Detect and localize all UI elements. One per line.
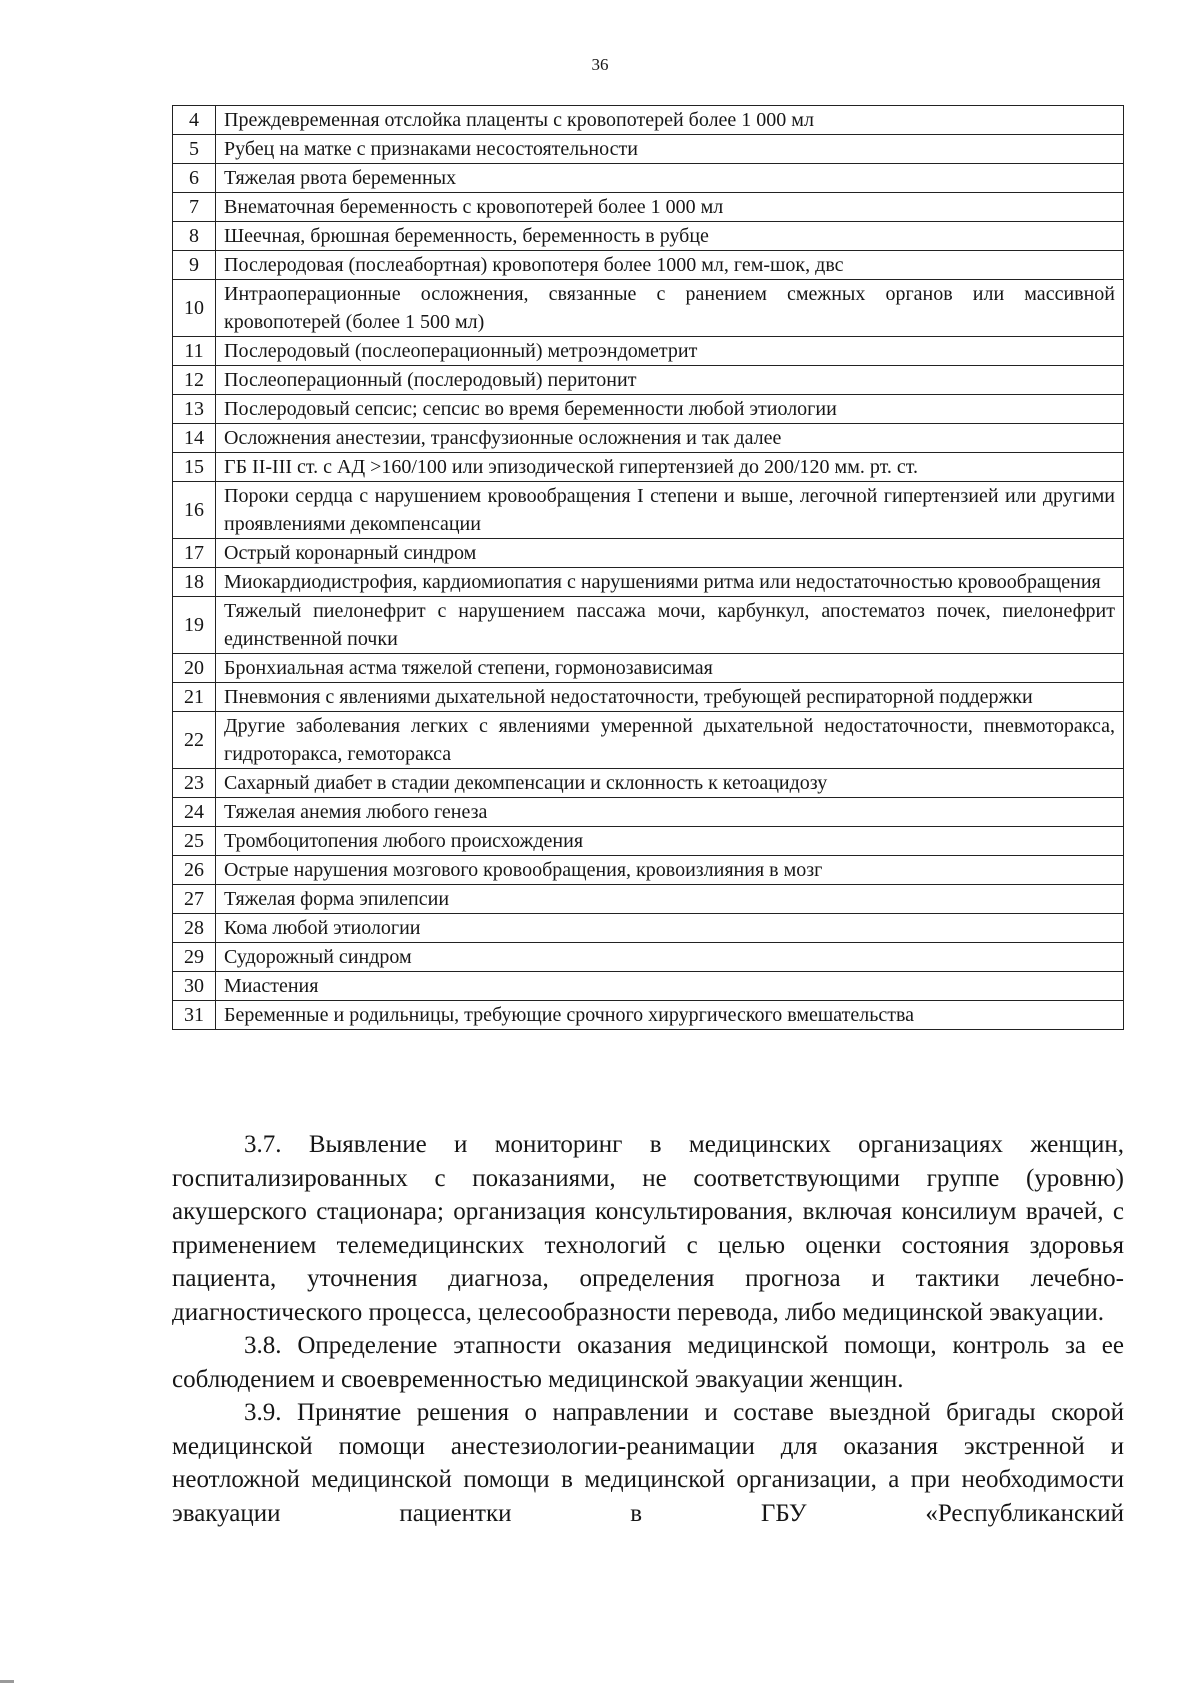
row-number: 11 [173, 337, 216, 366]
table-row [173, 798, 1124, 827]
table-row [173, 251, 1124, 280]
table-row [173, 972, 1124, 1001]
row-number: 6 [173, 164, 216, 193]
row-number: 12 [173, 366, 216, 395]
page-number: 36 [591, 55, 609, 74]
row-condition: Миокардиодистрофия, кардиомиопатия с нарушениями ритма или недостаточностью кровообращения [216, 568, 1124, 597]
row-number: 21 [173, 683, 216, 712]
row-number: 17 [173, 539, 216, 568]
table-row [173, 1001, 1124, 1030]
row-condition: Осложнения анестезии, трансфузионные осложнения и так далее [216, 424, 1124, 453]
row-condition: Послеродовая (послеабортная) кровопотеря более 1000 мл, гем-шок, двс [216, 251, 1124, 280]
table-row [173, 827, 1124, 856]
table-row [173, 222, 1124, 251]
row-number: 31 [173, 1001, 216, 1030]
row-condition: Сахарный диабет в стадии декомпенсации и склонность к кетоацидозу [216, 769, 1124, 798]
row-condition: Послеродовый сепсис; сепсис во время беременности любой этиологии [216, 395, 1124, 424]
row-number: 16 [173, 482, 216, 539]
row-number: 22 [173, 712, 216, 769]
row-number: 23 [173, 769, 216, 798]
table-row [173, 568, 1124, 597]
conditions-table-body [173, 106, 1124, 1030]
row-condition: Тяжелый пиелонефрит с нарушением пассажа мочи, карбункул, апостематоз почек, пиелонефрит единственной почки [216, 597, 1124, 654]
row-number: 14 [173, 424, 216, 453]
row-number: 15 [173, 453, 216, 482]
table-row [173, 539, 1124, 568]
row-condition: Другие заболевания легких с явлениями умеренной дыхательной недостаточности, пневмоторакса, гидроторакса, гемоторакса [216, 712, 1124, 769]
paragraph-3-7: 3.7. Выявление и мониторинг в медицинских организациях женщин, госпитализированных с показаниями, не соответствующими группе (уровню) акушерского стационара; организация консультирования, включая консилиум врачей, с применением телемедицинских технологий с целью оценки состояния здоровья пациента, уточнения диагноза, определения прогноза и тактики лечебно-диагностического процесса, целесообразности перевода, либо медицинской эвакуации. [172, 1131, 1124, 1326]
row-number: 5 [173, 135, 216, 164]
row-number: 19 [173, 597, 216, 654]
row-condition: Тяжелая форма эпилепсии [216, 885, 1124, 914]
table-row [173, 164, 1124, 193]
table-row [173, 769, 1124, 798]
row-condition: Послеродовый (послеоперационный) метроэндометрит [216, 337, 1124, 366]
table-row [173, 683, 1124, 712]
table-row [173, 337, 1124, 366]
row-number: 29 [173, 943, 216, 972]
table-row [173, 654, 1124, 683]
table-row [173, 914, 1124, 943]
table-row [173, 424, 1124, 453]
table-row [173, 366, 1124, 395]
row-number: 18 [173, 568, 216, 597]
row-condition: Пороки сердца с нарушением кровообращения I степени и выше, легочной гипертензией или другими проявлениями декомпенсации [216, 482, 1124, 539]
row-condition: Тяжелая рвота беременных [216, 164, 1124, 193]
row-number: 4 [173, 106, 216, 135]
table-row [173, 193, 1124, 222]
row-condition: Рубец на матке с признаками несостоятельности [216, 135, 1124, 164]
row-condition: Миастения [216, 972, 1124, 1001]
row-condition: Острые нарушения мозгового кровообращения, кровоизлияния в мозг [216, 856, 1124, 885]
row-number: 25 [173, 827, 216, 856]
table-row [173, 712, 1124, 769]
row-condition: Послеоперационный (послеродовый) перитонит [216, 366, 1124, 395]
row-condition: Судорожный синдром [216, 943, 1124, 972]
row-number: 7 [173, 193, 216, 222]
row-condition: ГБ II-III ст. с АД >160/100 или эпизодической гипертензией до 200/120 мм. рт. ст. [216, 453, 1124, 482]
table-row [173, 943, 1124, 972]
row-condition: Кома любой этиологии [216, 914, 1124, 943]
row-number: 26 [173, 856, 216, 885]
row-condition: Беременные и родильницы, требующие срочного хирургического вмешательства [216, 1001, 1124, 1030]
scan-artifact [0, 1680, 14, 1683]
row-condition: Тяжелая анемия любого генеза [216, 798, 1124, 827]
row-condition: Тромбоцитопения любого происхождения [216, 827, 1124, 856]
table-row [173, 135, 1124, 164]
row-number: 9 [173, 251, 216, 280]
row-number: 27 [173, 885, 216, 914]
row-condition: Бронхиальная астма тяжелой степени, гормонозависимая [216, 654, 1124, 683]
paragraph-3-8: 3.8. Определение этапности оказания медицинской помощи, контроль за ее соблюдением и своевременностью медицинской эвакуации женщин. [172, 1332, 1124, 1393]
paragraph-3-9: 3.9. Принятие решения о направлении и составе выездной бригады скорой медицинской помощи анестезиологии-реанимации для оказания экстренной и неотложной медицинской помощи в медицинской организации, а при необходимости эвакуации пациентки в ГБУ «Республиканский [172, 1399, 1124, 1527]
row-number: 20 [173, 654, 216, 683]
row-number: 10 [173, 280, 216, 337]
row-condition: Внематочная беременность с кровопотерей более 1 000 мл [216, 193, 1124, 222]
row-number: 30 [173, 972, 216, 1001]
row-number: 24 [173, 798, 216, 827]
conditions-table [172, 105, 1124, 1030]
table-row [173, 597, 1124, 654]
table-row [173, 856, 1124, 885]
row-condition: Шеечная, брюшная беременность, беременность в рубце [216, 222, 1124, 251]
row-condition: Преждевременная отслойка плаценты с кровопотерей более 1 000 мл [216, 106, 1124, 135]
table-row [173, 395, 1124, 424]
row-condition: Острый коронарный синдром [216, 539, 1124, 568]
table-row [173, 280, 1124, 337]
row-condition: Интраоперационные осложнения, связанные с ранением смежных органов или массивной кровопотерей (более 1 500 мл) [216, 280, 1124, 337]
table-row [173, 482, 1124, 539]
row-condition: Пневмония с явлениями дыхательной недостаточности, требующей респираторной поддержки [216, 683, 1124, 712]
body-text [172, 1128, 1124, 1530]
row-number: 13 [173, 395, 216, 424]
row-number: 8 [173, 222, 216, 251]
table-row [173, 106, 1124, 135]
table-row [173, 885, 1124, 914]
table-row [173, 453, 1124, 482]
row-number: 28 [173, 914, 216, 943]
